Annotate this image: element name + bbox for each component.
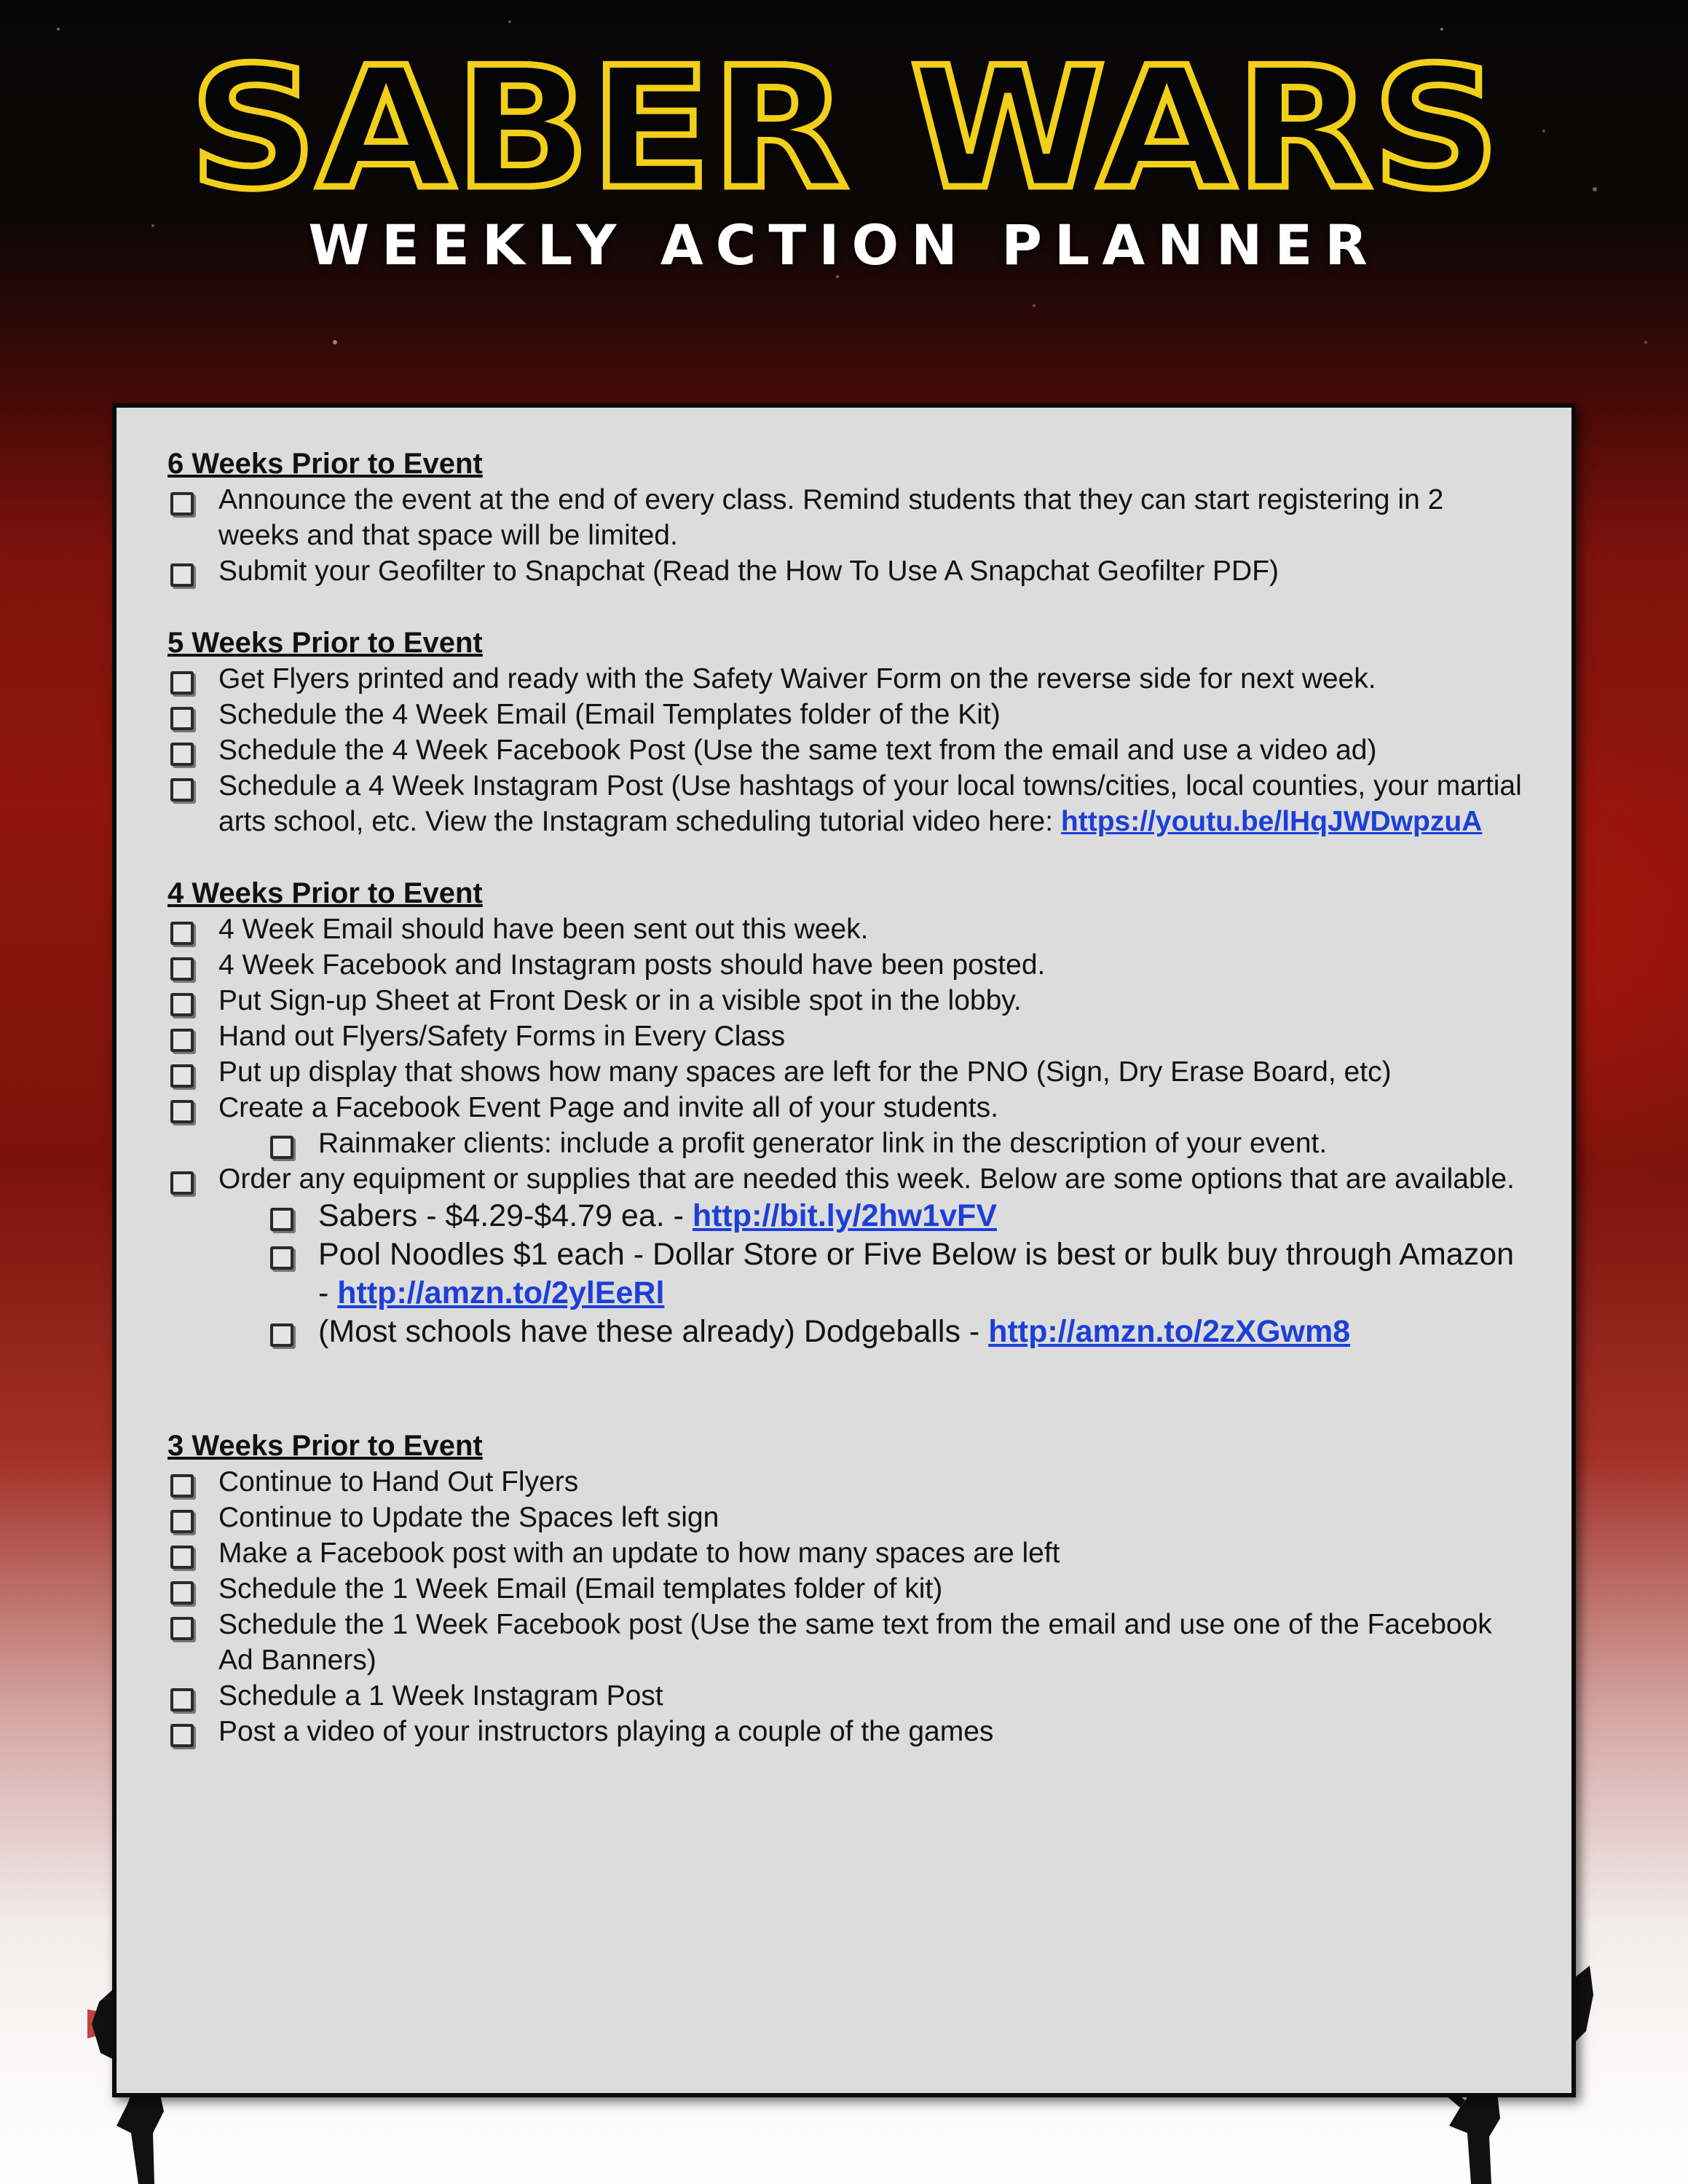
checkbox[interactable] <box>170 922 194 945</box>
checklist-item: Continue to Hand Out Flyers <box>167 1464 1528 1500</box>
checkbox[interactable] <box>270 1208 293 1231</box>
pool-noodles-link[interactable]: http://amzn.to/2ylEeRl <box>337 1275 665 1310</box>
section-heading-6-weeks: 6 Weeks Prior to Event <box>167 448 483 480</box>
checkbox[interactable] <box>170 1546 194 1569</box>
checkbox[interactable] <box>170 1617 194 1640</box>
checkbox[interactable] <box>170 1029 194 1052</box>
checkbox[interactable] <box>170 1100 194 1123</box>
checklist-subitem-rainmaker: Rainmaker clients: include a profit generator link in the description of your event. <box>267 1125 1528 1161</box>
saber-wars-logo <box>175 44 1515 218</box>
checklist-item: Post a video of your instructors playing a couple of the games <box>167 1714 1528 1749</box>
checklist-item: Hand out Flyers/Safety Forms in Every Class <box>167 1018 1528 1054</box>
checklist-item: Schedule the 4 Week Facebook Post (Use the same text from the email and use a video ad) <box>167 732 1528 768</box>
checkbox[interactable] <box>170 1171 194 1195</box>
checklist-item: 4 Week Facebook and Instagram posts should have been posted. <box>167 947 1528 983</box>
checklist-item: Create a Facebook Event Page and invite all of your students. <box>167 1090 1528 1125</box>
youtube-tutorial-link[interactable]: https://youtu.be/lHqJWDwpzuA <box>1060 806 1483 837</box>
checkbox[interactable] <box>170 1688 194 1712</box>
checklist-subitem-dodgeballs: (Most schools have these already) Dodgeballs - http://amzn.to/2zXGwm8 <box>267 1313 1528 1351</box>
checklist-item: 4 Week Email should have been sent out this week. <box>167 911 1528 947</box>
logo-text: SABER WARS <box>189 44 1500 218</box>
checklist-item: Make a Facebook post with an update to how many spaces are left <box>167 1535 1528 1571</box>
checklist-subitem-pool-noodles: Pool Noodles $1 each - Dollar Store or Five Below is best or bulk buy through Amazon - http://amzn.to/2ylEeRl <box>267 1235 1528 1313</box>
checkbox[interactable] <box>170 1581 194 1605</box>
checkbox[interactable] <box>170 1510 194 1533</box>
action-planner-panel <box>112 403 1576 2097</box>
section-heading-5-weeks: 5 Weeks Prior to Event <box>167 627 483 659</box>
checklist-subitem-sabers: Sabers - $4.29-$4.79 ea. - http://bit.ly/2hw1vFV <box>267 1197 1528 1235</box>
checkbox[interactable] <box>270 1246 293 1270</box>
dodgeballs-link[interactable]: http://amzn.to/2zXGwm8 <box>988 1314 1351 1349</box>
checklist-item-instagram: Schedule a 4 Week Instagram Post (Use hashtags of your local towns/cities, local counties, your martial arts school, etc. View the Instagram scheduling tutorial video here: https://youtu.be/lHqJWDwpzuA <box>167 768 1528 839</box>
checkbox[interactable] <box>170 492 194 515</box>
checkbox[interactable] <box>170 707 194 730</box>
checkbox[interactable] <box>170 671 194 695</box>
checkbox[interactable] <box>170 563 194 587</box>
subtitle: WEEKLY ACTION PLANNER <box>308 213 1380 277</box>
checklist-item: Schedule the 1 Week Facebook post (Use the same text from the email and use one of the Facebook Ad Banners) <box>167 1607 1528 1678</box>
checkbox[interactable] <box>170 1064 194 1088</box>
checklist-item: Announce the event at the end of every class. Remind students that they can start registering in 2 weeks and that space will be limited. <box>167 482 1528 553</box>
right-panel-edge-silhouette-icon <box>1571 1966 1601 2068</box>
planner-content <box>167 446 1528 1749</box>
checkbox[interactable] <box>270 1324 293 1347</box>
checkbox[interactable] <box>170 1474 194 1497</box>
checklist-item: Get Flyers printed and ready with the Safety Waiver Form on the reverse side for next week. <box>167 661 1528 697</box>
checklist-item: Put up display that shows how many spaces are left for the PNO (Sign, Dry Erase Board, etc) <box>167 1054 1528 1090</box>
checklist-item: Schedule the 4 Week Email (Email Templates folder of the Kit) <box>167 697 1528 732</box>
sabers-link[interactable]: http://bit.ly/2hw1vFV <box>692 1198 997 1233</box>
checklist-item: Continue to Update the Spaces left sign <box>167 1500 1528 1535</box>
checklist-item: Put Sign-up Sheet at Front Desk or in a visible spot in the lobby. <box>167 983 1528 1018</box>
checkbox[interactable] <box>170 743 194 766</box>
checkbox[interactable] <box>170 993 194 1016</box>
checklist-item-order: Order any equipment or supplies that are needed this week. Below are some options that are available. <box>167 1161 1528 1197</box>
checklist-item: Schedule a 1 Week Instagram Post <box>167 1678 1528 1714</box>
section-heading-3-weeks: 3 Weeks Prior to Event <box>167 1430 483 1462</box>
checkbox[interactable] <box>170 957 194 981</box>
checklist-item: Schedule the 1 Week Email (Email templates folder of kit) <box>167 1571 1528 1607</box>
checkbox[interactable] <box>270 1136 293 1159</box>
checklist-item: Submit your Geofilter to Snapchat (Read the How To Use A Snapchat Geofilter PDF) <box>167 553 1528 589</box>
checkbox[interactable] <box>170 778 194 802</box>
section-heading-4-weeks: 4 Weeks Prior to Event <box>167 877 483 909</box>
checkbox[interactable] <box>170 1724 194 1747</box>
